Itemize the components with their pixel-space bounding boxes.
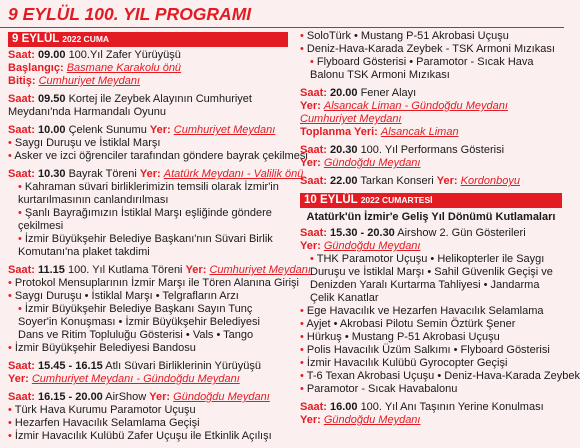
list-item: T-6 Texan Akrobasi Uçuşu • Deniz-Hava-Karada Zeybek (306, 370, 580, 382)
place-label: Yer: (300, 414, 321, 426)
airshow-continued (300, 30, 562, 82)
event-title: Airshow 2. Gün Gösterileri (397, 227, 526, 239)
list-item: İzmir Havacılık Kulübü Zafer Uçuşu ile Etkinlik Açılışı (14, 430, 272, 442)
event-celenk-sunumu (8, 124, 308, 163)
bullet-icon: • (300, 370, 304, 382)
event-time: 10.00 (37, 124, 66, 136)
left-column (8, 30, 311, 448)
bullet-icon: • (18, 207, 22, 219)
section-title: Atatürk'ün İzmir'e Geliş Yıl Dönümü Kutlamaları (306, 211, 556, 223)
bullet-icon: • (300, 344, 304, 356)
day-header-label: 9 EYLÜL (12, 33, 60, 45)
list-item: İzmir Büyükşehir Belediye Başkanı Sayın Tunç Soyer'in Konuşması • İzmir Büyükşehir Belediyesi Dans ve Ritim Topluluğu Gösterisi • Vals • Tango (18, 303, 260, 341)
place-label: Yer: (149, 124, 171, 136)
event-time: 10.30 (37, 168, 66, 180)
place-label: Yer: (300, 240, 321, 252)
time-label: Saat: (8, 264, 35, 276)
start-place: Basmane Karakolu önü (66, 62, 182, 74)
place-label: Yer: (139, 168, 161, 180)
bullet-icon: • (300, 30, 304, 42)
event-place: Alsancak Liman - Gündoğdu Meydanı Cumhuriyet Meydanı (300, 100, 508, 125)
bullet-icon: • (300, 318, 304, 330)
event-title: Atlı Süvari Birliklerinin Yürüyüşü (105, 360, 261, 372)
time-label: Saat: (300, 401, 327, 413)
list-item: Kahraman süvari birliklerimizin temsili olarak İzmir'in kurtarılmasının canlandırılması (18, 181, 279, 206)
bullet-icon: • (18, 303, 22, 315)
page-title: 9 EYLÜL 100. YIL PROGRAMI (8, 4, 252, 24)
event-title: 100. Yıl Performans Gösterisi (360, 144, 505, 156)
list-item: İzmir Büyükşehir Belediyesi Bandosu (14, 342, 196, 354)
bullet-icon: • (8, 150, 12, 162)
list-item: Saygı Duruşu • İstiklal Marşı • Telgrafların Arzı (14, 290, 239, 302)
event-place: Cumhuriyet Meydanı (173, 124, 276, 136)
day-header-label: 10 EYLÜL (304, 194, 358, 206)
place-label: Yer: (8, 373, 29, 385)
day-header-sub: 2022 CUMARTESİ (360, 195, 433, 205)
place-label: Yer: (300, 100, 321, 112)
list-item: Deniz-Hava-Karada Zeybek - TSK Armoni Mızıkası (306, 43, 555, 55)
list-item: Protokol Mensuplarının İzmir Marşı ile Tören Alanına Girişi (14, 277, 299, 289)
time-label: Saat: (300, 227, 327, 239)
event-place: Gündoğdu Meydanı (323, 414, 421, 426)
event-time: 15.45 - 16.15 (37, 360, 103, 372)
bullet-icon: • (18, 233, 22, 245)
time-label: Saat: (8, 124, 35, 136)
event-fener-alayi (300, 87, 562, 139)
event-place: Gündoğdu Meydanı (323, 157, 421, 169)
list-item: SoloTürk • Mustang P-51 Akrobasi Uçuşu (306, 30, 509, 42)
time-label: Saat: (300, 175, 327, 187)
day-header-10-eylul (300, 193, 562, 208)
list-item: Flyboard Gösterisi • Paramotor - Sıcak Hava Balonu TSK Armoni Mızıkası (310, 56, 534, 81)
event-time: 20.30 (329, 144, 358, 156)
bullet-icon: • (300, 357, 304, 369)
event-time: 11.15 (37, 264, 65, 276)
event-place: Atatürk Meydanı - Valilik önü (163, 168, 304, 180)
time-label: Saat: (300, 87, 327, 99)
event-title: Tarkan Konseri (360, 175, 434, 187)
bullet-icon: • (310, 253, 314, 265)
place-label: Yer: (149, 391, 171, 403)
list-item: Asker ve izci öğrenciler tarafından göndere bayrak çekilmesi (14, 150, 308, 162)
event-title: 100.Yıl Zafer Yürüyüşü (68, 49, 181, 61)
bullet-icon: • (8, 430, 12, 442)
bullet-icon: • (8, 290, 12, 302)
list-item: Saygı Duruşu ve İstiklal Marşı (14, 137, 161, 149)
end-place: Cumhuriyet Meydanı (38, 75, 141, 87)
gathering-place: Alsancak Liman (380, 126, 459, 138)
list-item: İzmir Büyükşehir Belediye Başkanı'nın Süvari Birlik Komutanı'na plaket takdimi (18, 233, 273, 258)
place-label: Yer: (300, 157, 321, 169)
list-item: Hürkuş • Mustang P-51 Akrobasi Uçuşu (306, 331, 500, 343)
bullet-icon: • (8, 342, 12, 354)
event-zafer-yuruyusu (8, 49, 288, 88)
list-item: THK Paramotor Uçuşu • Helikopterler ile Saygı Duruşu ve İstiklal Marşı • Sahil Güvenlik Geçişi ve Denizden Yaralı Kurtarma Tahliyesi • Jandarma Çelik Kanatlar (310, 253, 553, 304)
bullet-icon: • (8, 137, 12, 149)
end-label: Bitiş: (8, 75, 36, 87)
event-kortej (8, 93, 288, 119)
event-tarkan-konseri (300, 175, 562, 188)
time-label: Saat: (8, 49, 35, 61)
event-title: Bayrak Töreni (68, 168, 137, 180)
event-airshow-day2 (300, 227, 580, 396)
event-time: 15.30 - 20.30 (329, 227, 395, 239)
event-title: AirShow (105, 391, 147, 403)
bullet-icon: • (300, 331, 304, 343)
list-item: Ege Havacılık ve Hezarfen Havacılık Selamlama (306, 305, 544, 317)
day-header-9-eylul (8, 32, 288, 47)
time-label: Saat: (8, 93, 35, 105)
event-time: 09.50 (37, 93, 66, 105)
event-place: Cumhuriyet Meydanı - Gündoğdu Meydanı (31, 373, 240, 385)
place-label: Yer: (436, 175, 458, 187)
start-label: Başlangıç: (8, 62, 64, 74)
time-label: Saat: (300, 144, 327, 156)
bullet-icon: • (18, 181, 22, 193)
bullet-icon: • (8, 417, 12, 429)
event-time: 20.00 (329, 87, 358, 99)
bullet-icon: • (310, 56, 314, 68)
event-title: Kortej ile Zeybek Alayının Cumhuriyet Meydanı'nda Harmandalı Oyunu (8, 93, 252, 118)
list-item: Hezarfen Havacılık Selamlama Geçişi (14, 417, 200, 429)
bullet-icon: • (8, 277, 12, 289)
event-performans (300, 144, 562, 170)
event-kutlama-toreni (8, 264, 311, 355)
list-item: Ayjet • Akrobasi Pilotu Semin Öztürk Şener (306, 318, 516, 330)
day-header-sub: 2022 CUMA (62, 34, 110, 44)
gathering-label: Toplanma Yeri: (300, 126, 378, 138)
event-bayrak-toreni (8, 168, 304, 259)
event-title: Fener Alayı (360, 87, 417, 99)
list-item: Paramotor - Sıcak Havabalonu (306, 383, 458, 395)
event-place: Gündoğdu Meydanı (323, 240, 421, 252)
event-ani-tasi (300, 401, 562, 427)
event-time: 09.00 (37, 49, 66, 61)
bullet-icon: • (300, 43, 304, 55)
event-place: Kordonboyu (460, 175, 520, 187)
event-time: 16.15 - 20.00 (37, 391, 103, 403)
place-label: Yer: (185, 264, 207, 276)
event-title: Çelenk Sunumu (68, 124, 147, 136)
list-item: Polis Havacılık Üzüm Salkımı • Flyboard Gösterisi (306, 344, 550, 356)
event-title: 100. Yıl Anı Taşının Yerine Konulması (360, 401, 544, 413)
list-item: İzmir Havacılık Kulübü Gyrocopter Geçişi (306, 357, 508, 369)
event-time: 22.00 (329, 175, 358, 187)
time-label: Saat: (8, 168, 35, 180)
list-item: Türk Hava Kurumu Paramotor Uçuşu (14, 404, 196, 416)
list-item: Şanlı Bayrağımızın İstiklal Marşı eşliğinde göndere çekilmesi (18, 207, 272, 232)
event-airshow (8, 391, 288, 443)
time-label: Saat: (8, 360, 35, 372)
right-column (300, 30, 580, 432)
bullet-icon: • (8, 404, 12, 416)
title-divider (0, 27, 564, 28)
event-time: 16.00 (329, 401, 358, 413)
event-place: Gündoğdu Meydanı (173, 391, 270, 403)
event-place: Cumhuriyet Meydanı (209, 264, 311, 276)
bullet-icon: • (300, 383, 304, 395)
bullet-icon: • (300, 305, 304, 317)
event-atli-suvari (8, 360, 288, 386)
time-label: Saat: (8, 391, 35, 403)
event-title: 100. Yıl Kutlama Töreni (67, 264, 183, 276)
